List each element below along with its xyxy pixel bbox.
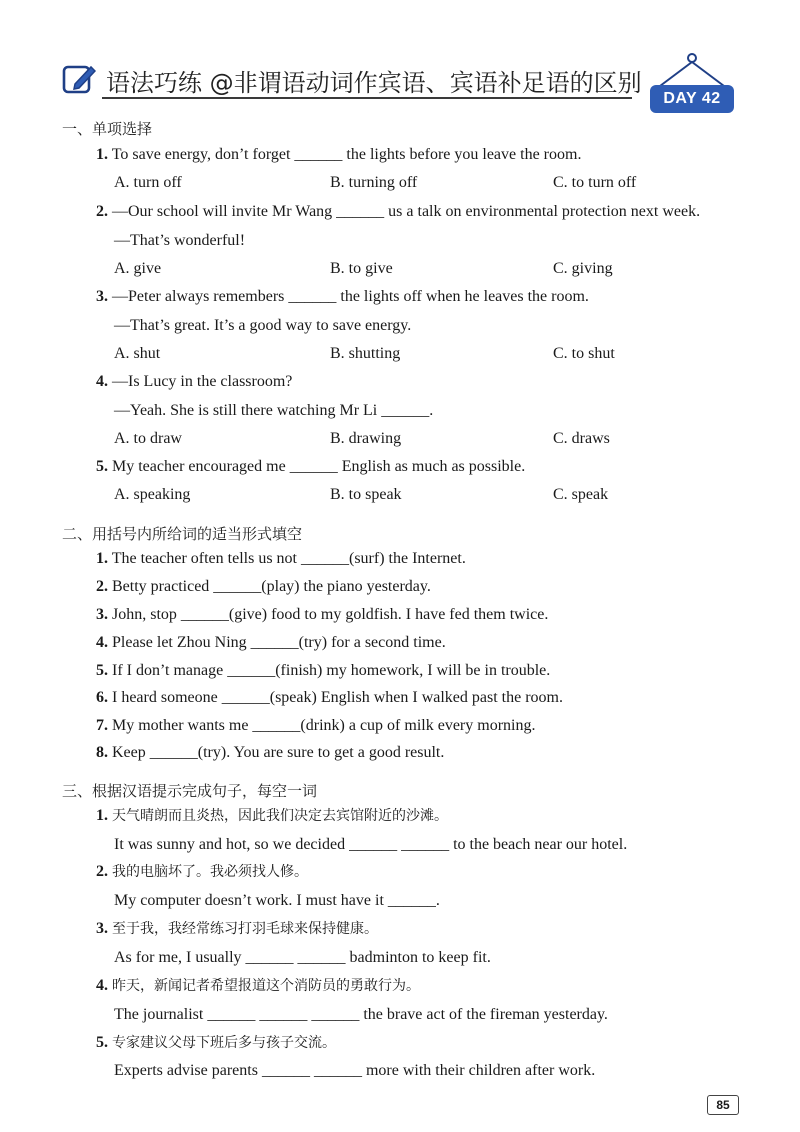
list-item: 3. 至于我，我经常练习打羽毛球来保持健康。 xyxy=(96,920,378,937)
question-line: 5. My teacher encouraged me ______ English as much as possible. xyxy=(96,458,526,475)
list-item: 8. Keep ______(try). You are sure to get a good result. xyxy=(96,744,445,761)
day-badge xyxy=(650,52,734,118)
option-c: C. to shut xyxy=(553,345,615,362)
option-b: B. shutting xyxy=(330,345,401,362)
question-line: 1. To save energy, don’t forget ______ the lights before you leave the room. xyxy=(96,146,582,163)
sentence-line: Experts advise parents ______ ______ more with their children after work. xyxy=(114,1062,596,1079)
list-item: 5. If I don’t manage ______(finish) my homework, I will be in trouble. xyxy=(96,662,551,679)
day-label: DAY 42 xyxy=(663,90,721,107)
page-header xyxy=(62,60,642,100)
option-c: C. to turn off xyxy=(553,174,637,191)
option-a: A. turn off xyxy=(114,174,182,191)
section-title-choice: 一、单项选择 xyxy=(62,120,153,138)
sentence-line: As for me, I usually ______ ______ badminton to keep fit. xyxy=(114,949,491,966)
question-line: —That’s wonderful! xyxy=(114,232,246,249)
option-c: C. giving xyxy=(553,260,613,277)
option-b: B. to speak xyxy=(330,486,402,503)
option-a: A. speaking xyxy=(114,486,191,503)
section-title-translate: 三、根据汉语提示完成句子，每空一词 xyxy=(62,782,318,800)
option-b: B. to give xyxy=(330,260,393,277)
option-a: A. to draw xyxy=(114,430,182,447)
page-number: 85 xyxy=(707,1095,739,1115)
list-item: 3. John, stop ______(give) food to my goldfish. I have fed them twice. xyxy=(96,606,549,623)
sentence-line: My computer doesn’t work. I must have it ______. xyxy=(114,892,440,909)
section-title-fill: 二、用括号内所给词的适当形式填空 xyxy=(62,525,303,543)
option-c: C. speak xyxy=(553,486,609,503)
list-item: 7. My mother wants me ______(drink) a cup of milk every morning. xyxy=(96,717,536,734)
question-line: 4. —Is Lucy in the classroom? xyxy=(96,373,293,390)
title-underline xyxy=(102,97,632,99)
option-a: A. give xyxy=(114,260,162,277)
sentence-line: The journalist ______ ______ ______ the brave act of the fireman yesterday. xyxy=(114,1006,608,1023)
option-b: B. drawing xyxy=(330,430,402,447)
option-b: B. turning off xyxy=(330,174,418,191)
list-item: 1. 天气晴朗而且炎热，因此我们决定去宾馆附近的沙滩。 xyxy=(96,807,448,824)
question-line: —That’s great. It’s a good way to save energy. xyxy=(114,317,412,334)
question-line: —Yeah. She is still there watching Mr Li ______. xyxy=(114,402,434,419)
pencil-edit-icon xyxy=(62,62,96,96)
question-line: 3. —Peter always remembers ______ the lights off when he leaves the room. xyxy=(96,288,589,305)
list-item: 1. The teacher often tells us not ______(surf) the Internet. xyxy=(96,550,466,567)
list-item: 2. Betty practiced ______(play) the piano yesterday. xyxy=(96,578,431,595)
list-item: 4. Please let Zhou Ning ______(try) for a second time. xyxy=(96,634,446,651)
list-item: 5. 专家建议父母下班后多与孩子交流。 xyxy=(96,1034,336,1051)
sentence-line: It was sunny and hot, so we decided ______ ______ to the beach near our hotel. xyxy=(114,836,628,853)
list-item: 2. 我的电脑坏了。我必须找人修。 xyxy=(96,863,308,880)
option-a: A. shut xyxy=(114,345,161,362)
page-title: 语法巧练 @非谓语动词作宾语、宾语补足语的区别 xyxy=(106,69,642,97)
list-item: 6. I heard someone ______(speak) English when I walked past the room. xyxy=(96,689,563,706)
question-line: 2. —Our school will invite Mr Wang ______ us a talk on environmental protection next week. xyxy=(96,203,701,220)
option-c: C. draws xyxy=(553,430,610,447)
list-item: 4. 昨天，新闻记者希望报道这个消防员的勇敢行为。 xyxy=(96,977,420,994)
